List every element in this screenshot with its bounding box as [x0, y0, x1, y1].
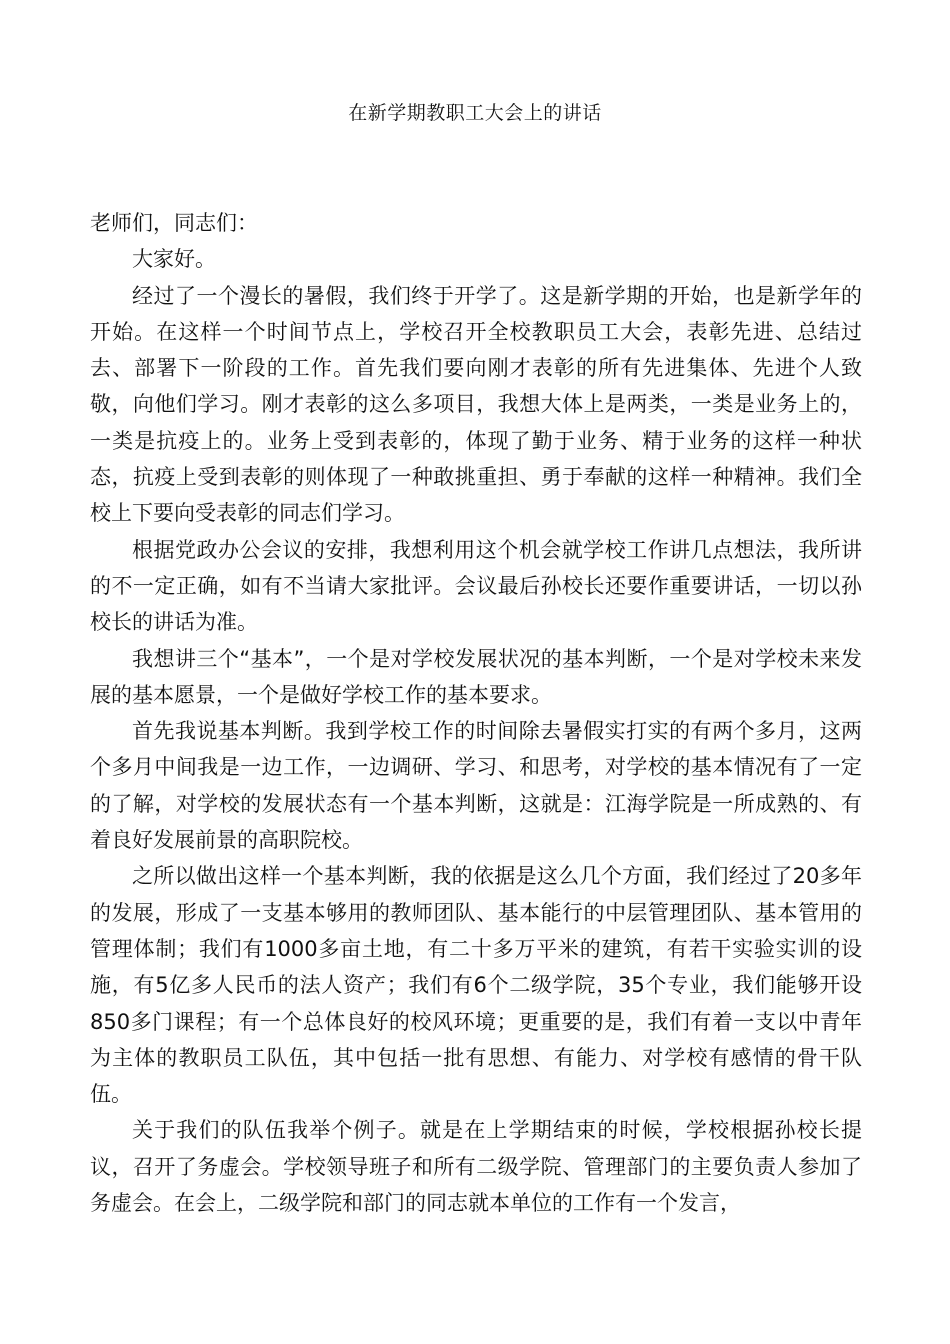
paragraph-team-example: 关于我们的队伍我举个例子。就是在上学期结束的时候，学校根据孙校长提议，召开了务虚会。学校领导班子和所有二级学院、管理部门的主要负责人参加了务虚会。在会上，二级学院和部门的同志就本单位的工作有一个发言，	[90, 1118, 862, 1216]
paragraph-evidence: 之所以做出这样一个基本判断，我的依据是这么几个方面，我们经过了20多年的发展，形成了一支基本够用的教师团队、基本能行的中层管理团队、基本管用的管理体制；我们有1000多亩土地，有二十多万平米的建筑，有若干实验实训的设施，有5亿多人民币的法人资产；我们有6个二级学院，35个专业，我们能够开设850多门课程；有一个总体良好的校风环境；更重要的是，我们有着一支以中青年为主体的教职员工队伍，其中包括一批有思想、有能力、对学校有感情的骨干队伍。	[90, 864, 862, 1107]
paragraph-three-basics: 我想讲三个“基本”，一个是对学校发展状况的基本判断，一个是对学校未来发展的基本愿景，一个是做好学校工作的基本要求。	[90, 646, 862, 707]
document-title: 在新学期教职工大会上的讲话	[348, 102, 602, 124]
paragraph-greeting: 大家好。	[132, 247, 216, 272]
document-body	[90, 205, 862, 1221]
paragraph-basic-judgment: 首先我说基本判断。我到学校工作的时间除去暑假实打实的有两个多月，这两个多月中间我是一边工作，一边调研、学习、和思考，对学校的基本情况有了一定的了解，对学校的发展状态有一个基本判断，这就是：江海学院是一所成熟的、有着良好发展前景的高职院校。	[90, 719, 862, 853]
salutation: 老师们，同志们：	[90, 211, 258, 235]
paragraph-arrangement: 根据党政办公会议的安排，我想利用这个机会就学校工作讲几点想法，我所讲的不一定正确，如有不当请大家批评。会议最后孙校长还要作重要讲话，一切以孙校长的讲话为准。	[90, 537, 862, 635]
paragraph-opening: 经过了一个漫长的暑假，我们终于开学了。这是新学期的开始，也是新学年的开始。在这样一个时间节点上，学校召开全校教职员工大会，表彰先进、总结过去、部署下一阶段的工作。首先我们要向刚才表彰的所有先进集体、先进个人致敬，向他们学习。刚才表彰的这么多项目，我想大体上是两类，一类是业务上的，一类是抗疫上的。业务上受到表彰的，体现了勤于业务、精于业务的这样一种状态，抗疫上受到表彰的则体现了一种敢挑重担、勇于奉献的这样一种精神。我们全校上下要向受表彰的同志们学习。	[90, 283, 862, 526]
